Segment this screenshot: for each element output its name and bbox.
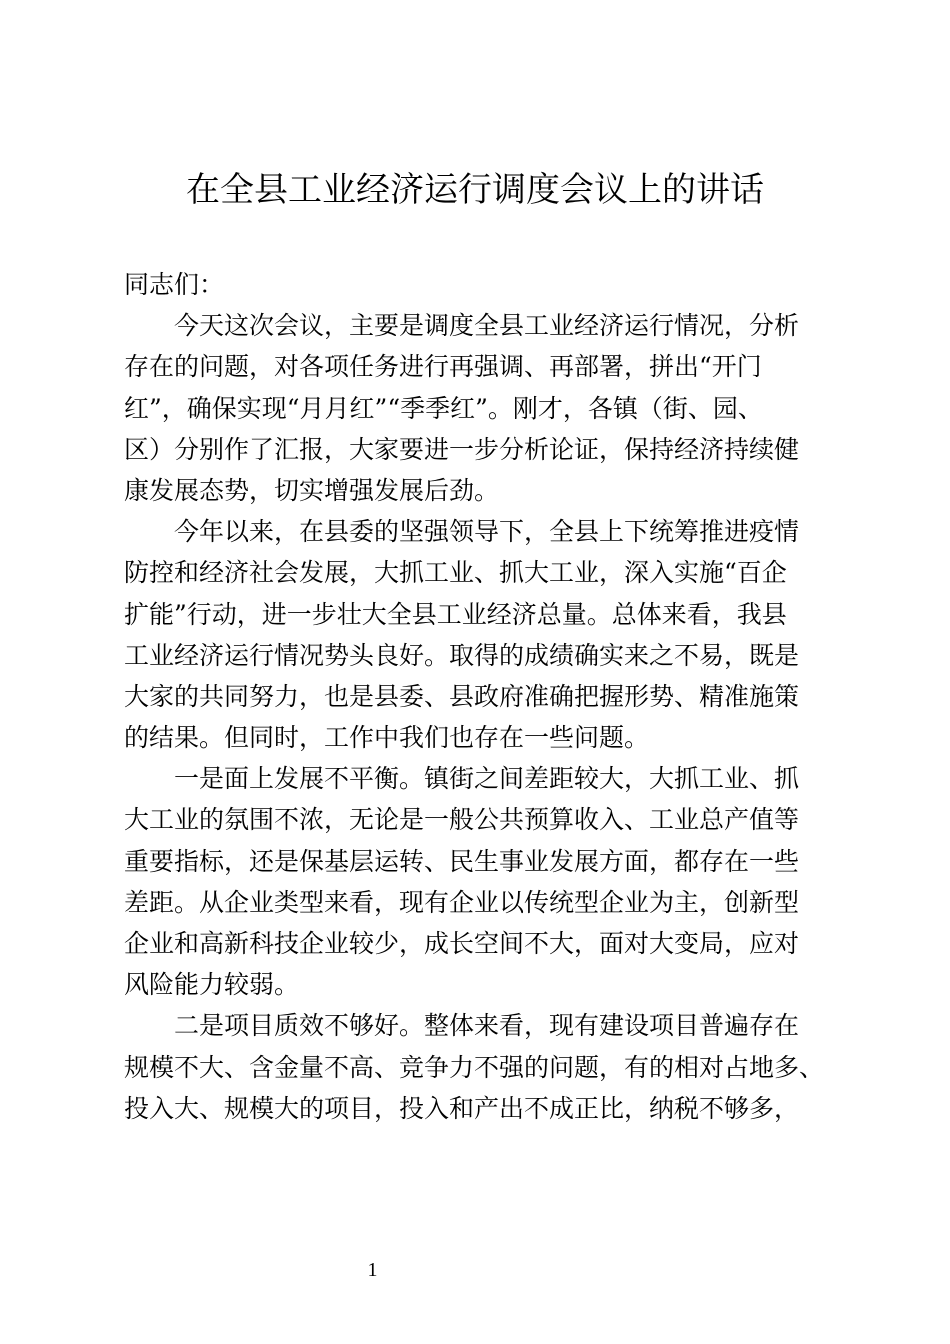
page-number: 1 (367, 1259, 378, 1281)
paragraph-3-line-6: 风险能力较弱。 (124, 970, 300, 1000)
paragraph-1-line-1: 今天这次会议，主要是调度全县工业经济运行情况，分析 (174, 311, 800, 341)
paragraph-4-line-2: 规模不大、含金量不高、竞争力不强的问题，有的相对占地多、 (124, 1052, 825, 1082)
paragraph-1-line-4: 区）分别作了汇报，大家要进一步分析论证，保持经济持续健 (124, 434, 800, 464)
paragraph-1-line-3: 红”，确保实现“月月红”“季季红”。刚才，各镇（街、园、 (124, 393, 763, 423)
paragraph-2-line-3: 扩能”行动，进一步壮大全县工业经济总量。总体来看，我县 (124, 599, 787, 629)
paragraph-3-line-4: 差距。从企业类型来看，现有企业以传统型企业为主，创新型 (124, 887, 800, 917)
paragraph-2-line-2: 防控和经济社会发展，大抓工业、抓大工业，深入实施“百企 (124, 558, 787, 588)
paragraph-1-line-2: 存在的问题，对各项任务进行再强调、再部署，拼出“开门 (124, 352, 762, 382)
paragraph-2-line-5: 大家的共同努力，也是县委、县政府准确把握形势、精准施策 (124, 681, 800, 711)
paragraph-2-line-1: 今年以来，在县委的坚强领导下，全县上下统筹推进疫情 (174, 517, 800, 547)
paragraph-1-line-5: 康发展态势，切实增强发展后劲。 (124, 475, 500, 505)
paragraph-2-line-4: 工业经济运行情况势头良好。取得的成绩确实来之不易，既是 (124, 640, 800, 670)
paragraph-4-line-3: 投入大、规模大的项目，投入和产出不成正比，纳税不够多， (124, 1093, 800, 1123)
document-body (124, 264, 844, 1129)
salutation: 同志们： (124, 270, 225, 299)
paragraph-3-line-3: 重要指标，还是保基层运转、民生事业发展方面，都存在一些 (124, 846, 800, 876)
paragraph-4-line-1: 二是项目质效不够好。整体来看，现有建设项目普遍存在 (174, 1011, 800, 1041)
paragraph-3-line-5: 企业和高新科技企业较少，成长空间不大，面对大变局，应对 (124, 929, 800, 958)
paragraph-3-line-2: 大工业的氛围不浓，无论是一般公共预算收入、工业总产值等 (124, 805, 800, 835)
paragraph-2-line-6: 的结果。但同时，工作中我们也存在一些问题。 (124, 723, 650, 753)
paragraph-3-line-1: 一是面上发展不平衡。镇街之间差距较大，大抓工业、抓 (174, 764, 800, 794)
document-title: 在全县工业经济运行调度会议上的讲话 (186, 170, 764, 210)
